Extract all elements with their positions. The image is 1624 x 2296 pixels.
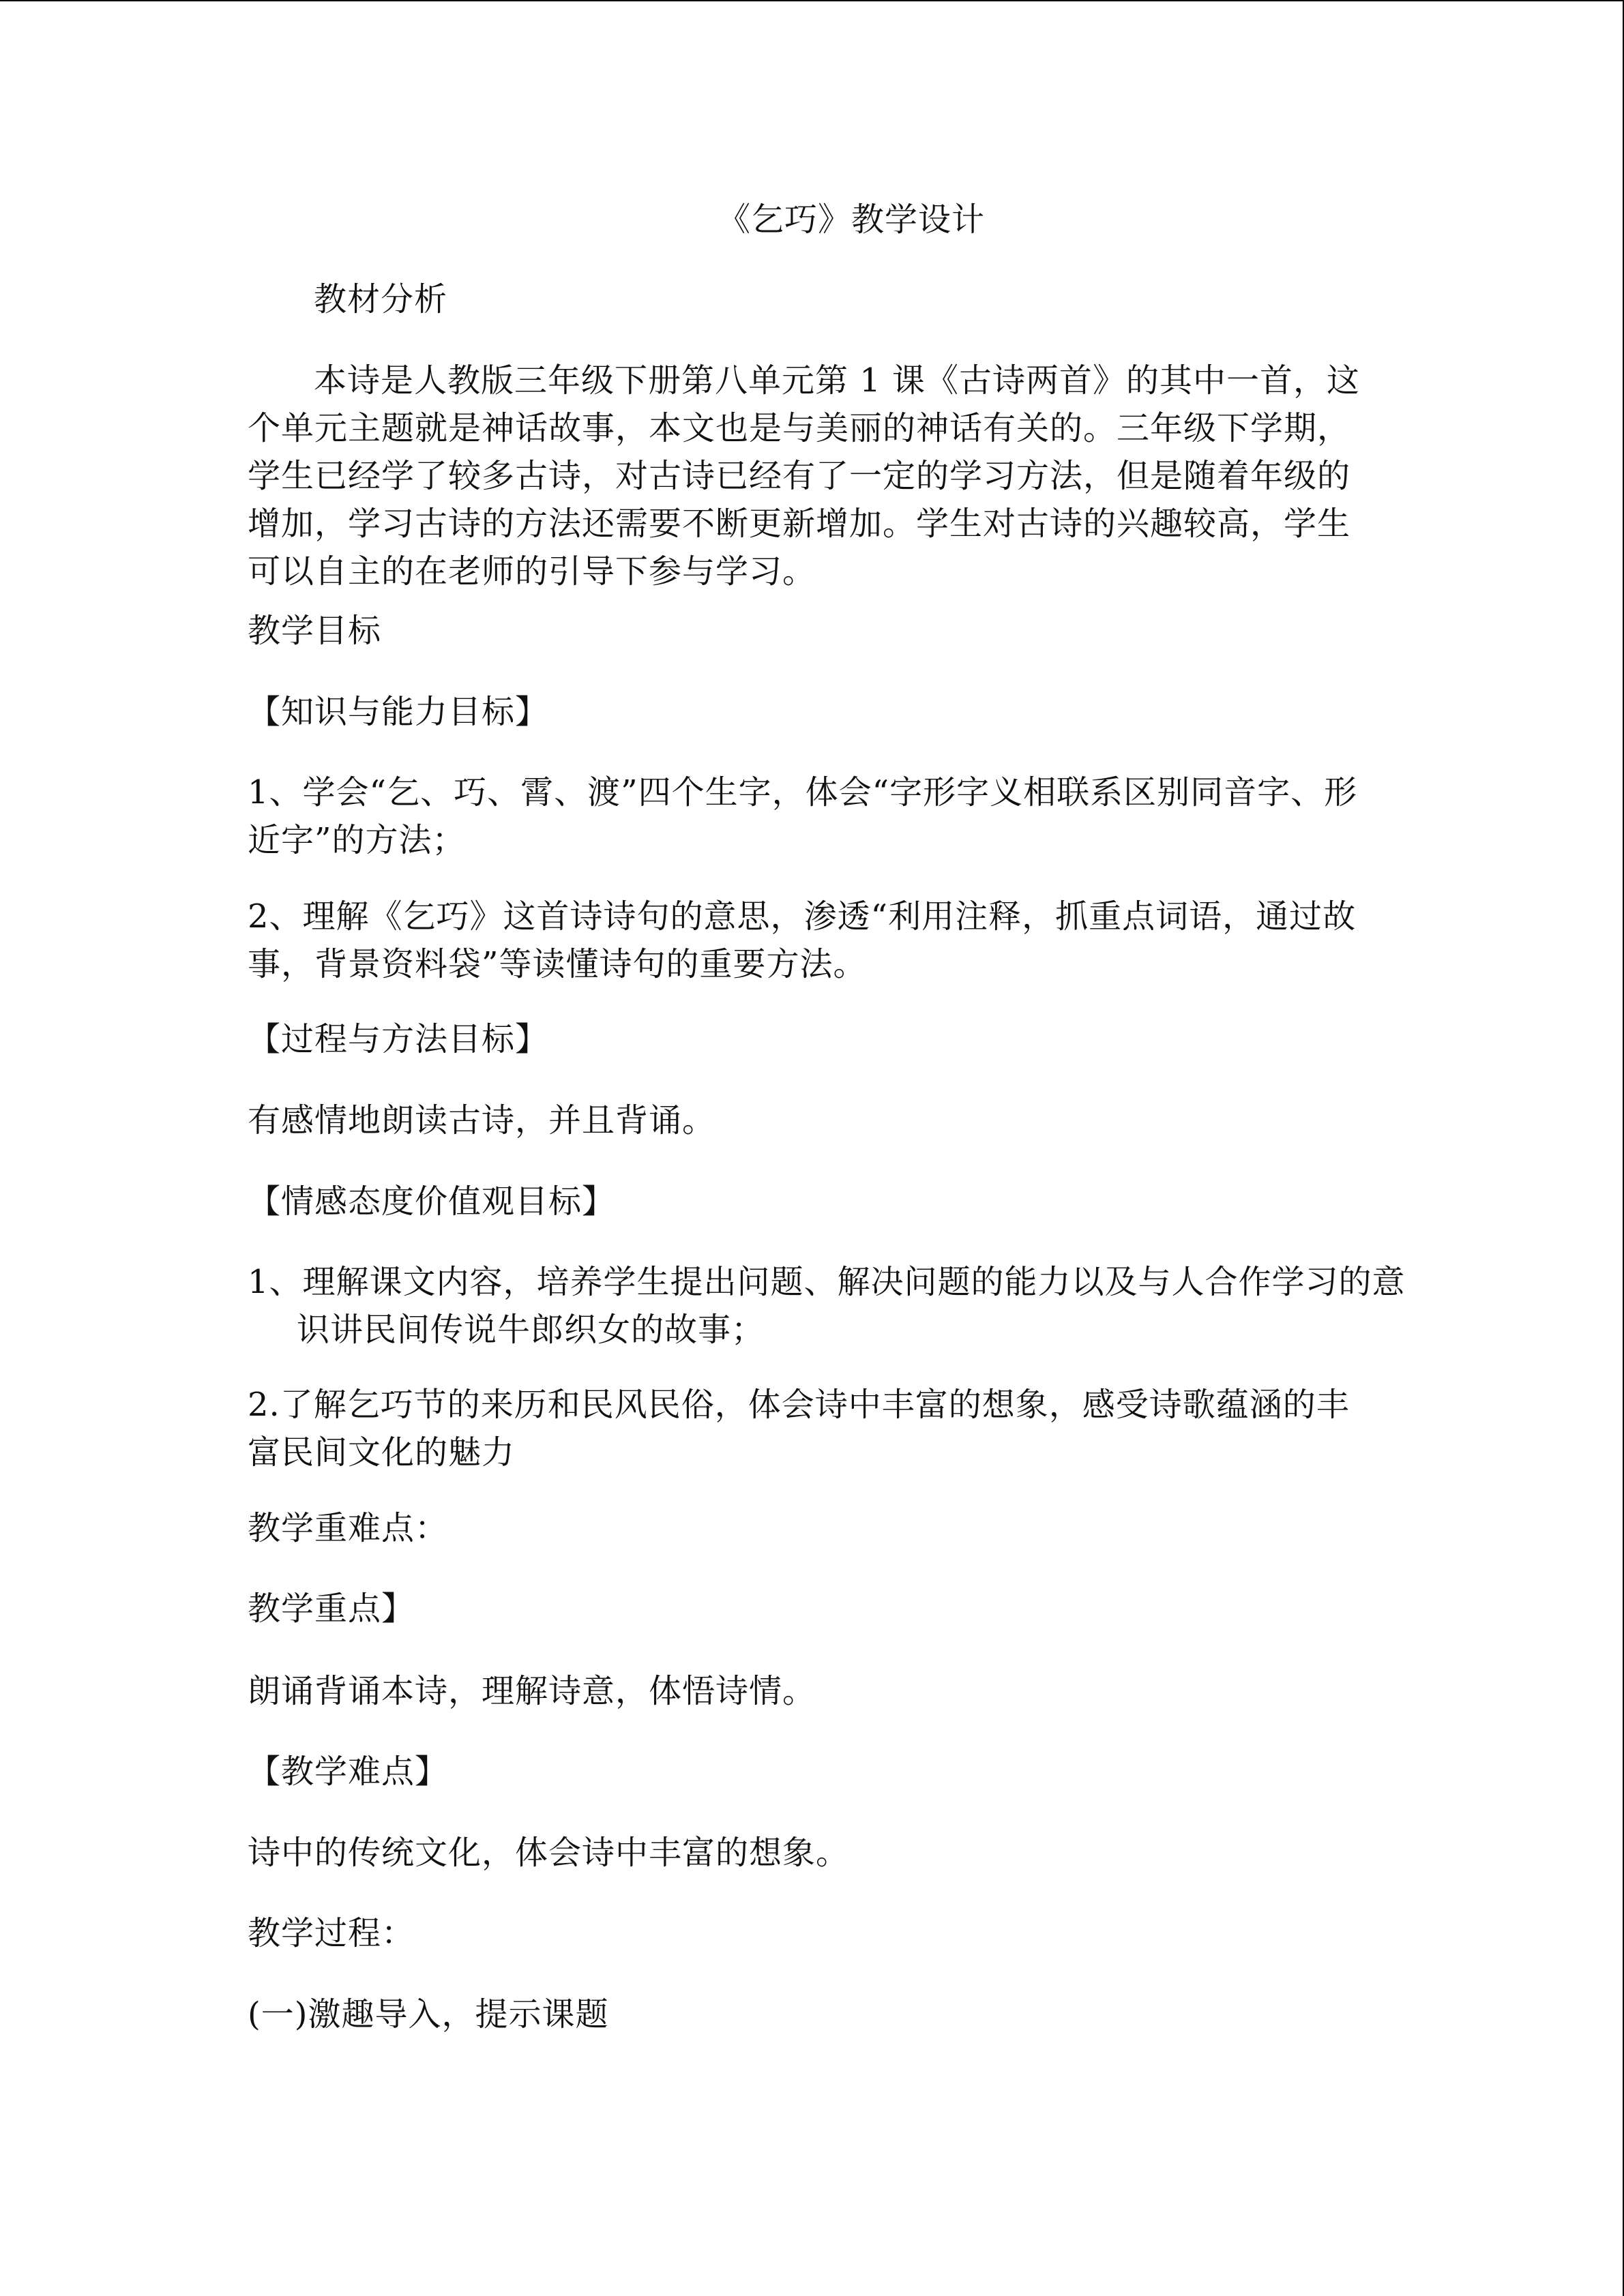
heading-difficult-points: 【教学难点】 <box>248 1753 449 1791</box>
heading-knowledge-ability-goals: 【知识与能力目标】 <box>248 693 549 731</box>
process-goal-1: 有感情地朗读古诗，并且背诵。 <box>248 1101 716 1139</box>
heading-teaching-goals: 教学目标 <box>248 612 382 650</box>
knowledge-goal-2: 2、理解《乞巧》这首诗诗句的意思，渗透“利用注释，抓重点词语，通过故事，背景资料袋”等读懂诗句的重要方法。 <box>248 897 1357 983</box>
difficult-point-1: 诗中的传统文化，体会诗中丰富的想象。 <box>248 1834 850 1872</box>
heading-textbook-analysis: 教材分析 <box>314 280 448 318</box>
teaching-step-1: (一)激趣导入，提示课题 <box>248 1995 609 2033</box>
heading-teaching-process: 教学过程： <box>248 1914 415 1952</box>
key-point-1: 朗诵背诵本诗，理解诗意，体悟诗情。 <box>248 1672 816 1710</box>
heading-key-points: 教学重点】 <box>248 1590 415 1628</box>
paragraph-textbook-analysis: 本诗是人教版三年级下册第八单元第 1 课《古诗两首》的其中一首，这个单元主题就是神话故事，本文也是与美丽的神话有关的。三年级下学期，学生已经学了较多古诗，对古诗已经有了一定的学习方法，但是随着年级的增加，学习古诗的方法还需要不断更新增加。学生对古诗的兴趣较高，学生可以自主的在老师的引导下参与学习。 <box>248 361 1361 591</box>
document-title: 《乞巧》教学设计 <box>717 200 985 239</box>
heading-key-and-difficult-points: 教学重难点： <box>248 1509 449 1547</box>
heading-process-method-goals: 【过程与方法目标】 <box>248 1020 549 1058</box>
emotion-goal-2: 2.了解乞巧节的来历和民风民俗，体会诗中丰富的想象，感受诗歌蕴涵的丰富民间文化的魅力 <box>248 1386 1350 1472</box>
heading-emotion-attitude-values-goals: 【情感态度价值观目标】 <box>248 1182 616 1221</box>
emotion-goal-1: 1、理解课文内容，培养学生提出问题、解决问题的能力以及与人合作学习的意识讲民间传说牛郎织女的故事； <box>248 1263 1406 1349</box>
knowledge-goal-1: 1、学会“乞、巧、霄、渡”四个生字，体会“字形字义相联系区别同音字、形近字”的方法； <box>248 773 1358 859</box>
